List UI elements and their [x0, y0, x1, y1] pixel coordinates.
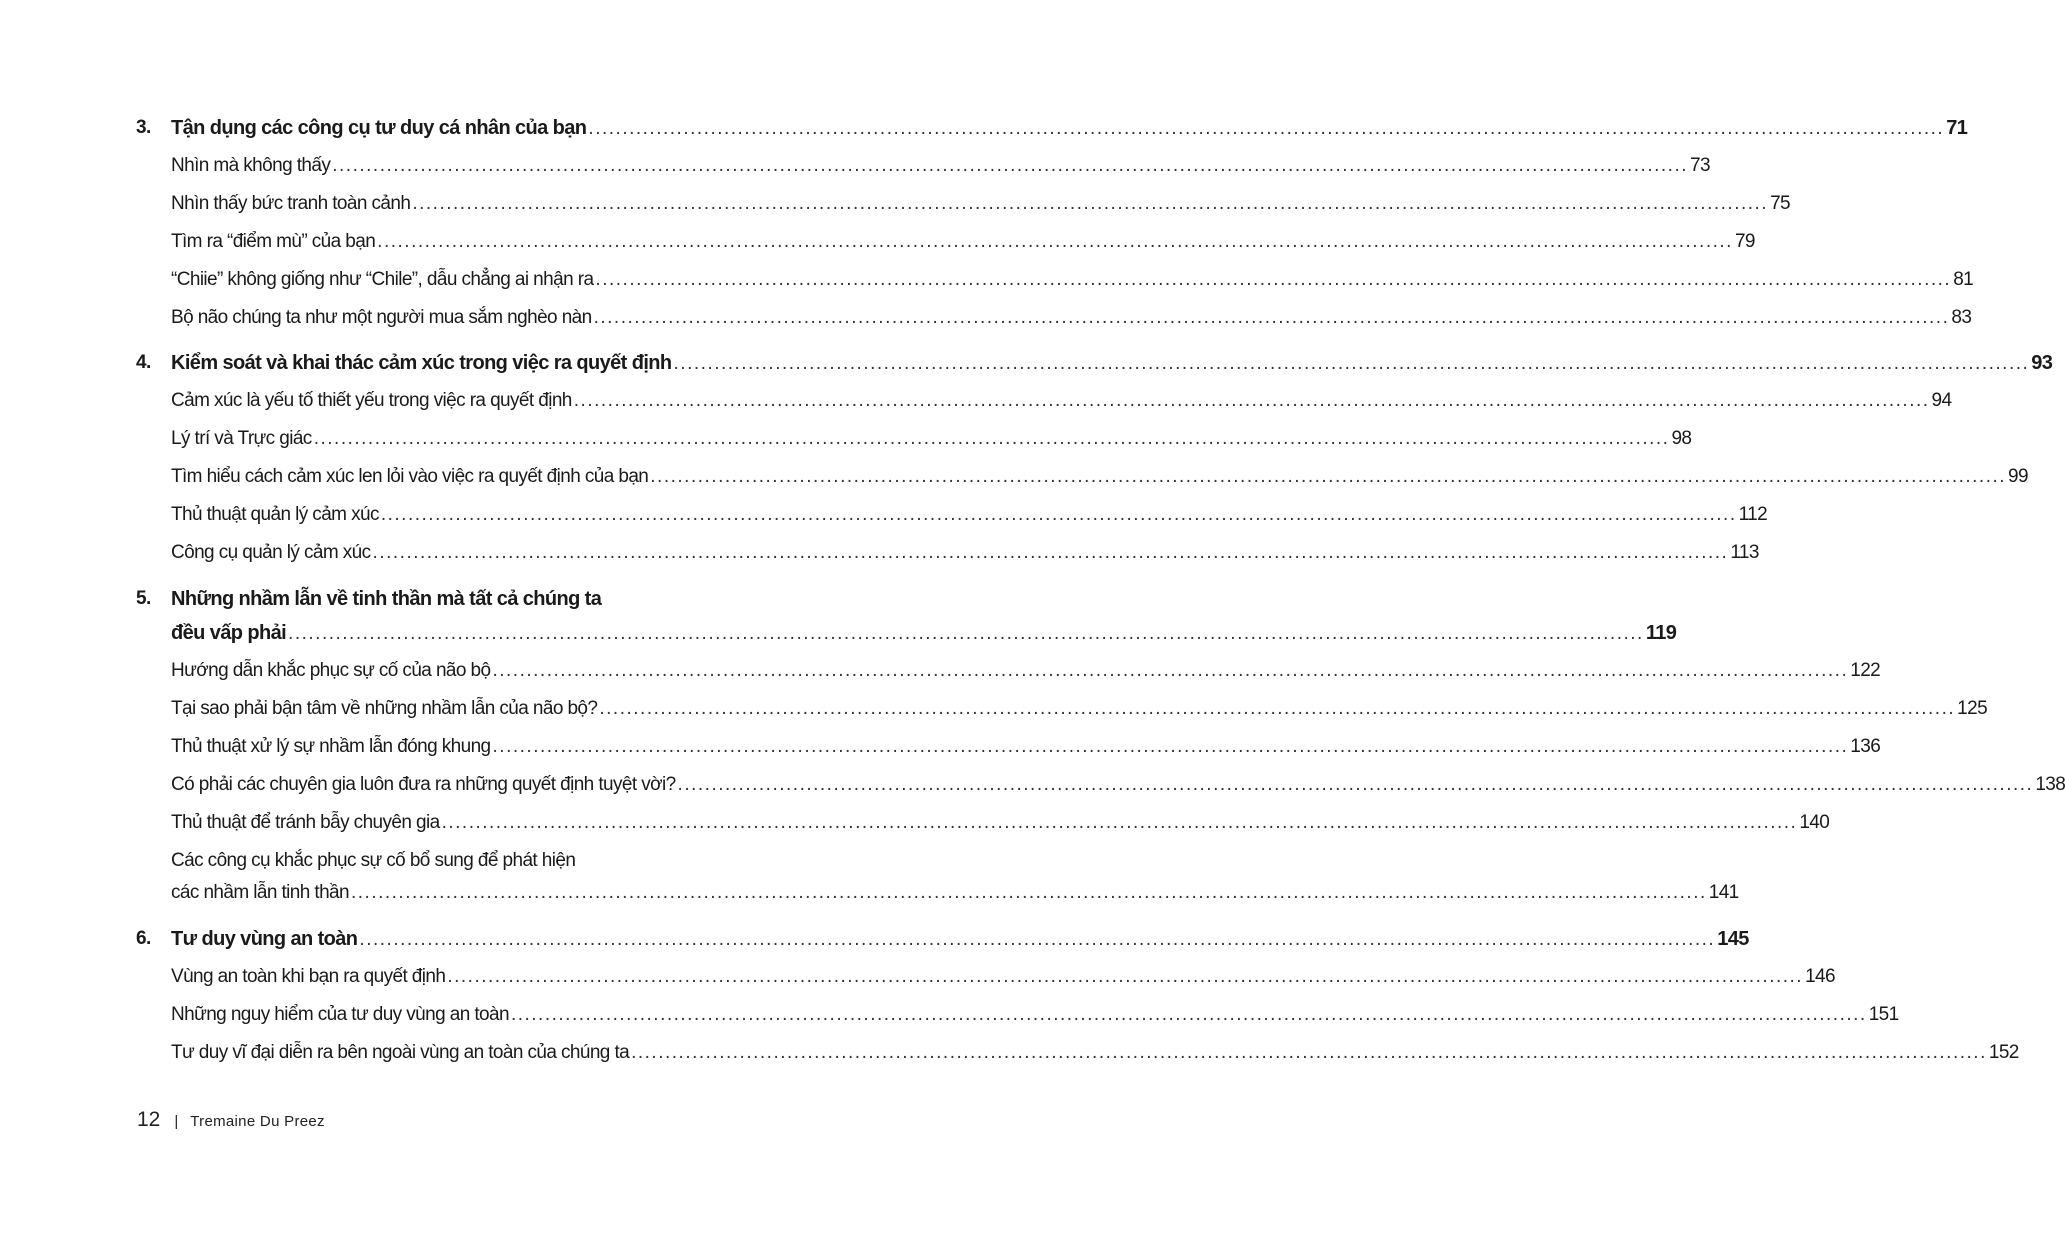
dot-leader: ........................................................................................................................................................................................................ — [510, 1004, 1867, 1025]
page-number: 140 — [1799, 812, 1830, 833]
page-number: 79 — [1734, 231, 1755, 252]
dot-leader: ........................................................................................................................................................................................................ — [492, 736, 1849, 757]
dot-leader: ........................................................................................................................................................................................................ — [380, 504, 1737, 525]
section-title: Nhìn thấy bức tranh toàn cảnh — [171, 193, 411, 214]
dot-leader: ........................................................................................................................................................................................................ — [447, 966, 1804, 987]
toc-chapter-4[interactable] — [136, 352, 2053, 382]
page-number: 145 — [1717, 928, 1749, 950]
chapter-number: 4. — [136, 352, 151, 373]
dot-leader: ........................................................................................................................................................................................................ — [313, 428, 1670, 449]
dot-leader: ........................................................................................................................................................................................................ — [492, 660, 1849, 681]
page-number: 112 — [1738, 504, 1768, 525]
toc-chapter-3[interactable] — [136, 117, 1968, 147]
dot-leader: ........................................................................................................................................................................................................ — [332, 155, 1689, 176]
page-number: 125 — [1957, 698, 1988, 719]
page-number: 81 — [1953, 269, 1974, 290]
toc-section[interactable] — [171, 774, 2065, 804]
page-number: 113 — [1730, 542, 1759, 563]
toc-section-line1[interactable] — [171, 850, 727, 880]
toc-section[interactable] — [171, 882, 1739, 912]
page-number: 151 — [1868, 1004, 1899, 1025]
toc-section[interactable] — [171, 466, 2028, 496]
page-number: 98 — [1671, 428, 1692, 449]
toc-section[interactable] — [171, 269, 1974, 299]
page-number: 119 — [1645, 622, 1677, 644]
section-title: Hướng dẫn khắc phục sự cố của não bộ — [171, 660, 491, 681]
toc-section[interactable] — [171, 428, 1692, 458]
chapter-title: Kiểm soát và khai thác cảm xúc trong việc ra quyết định — [171, 352, 672, 374]
dot-leader: ........................................................................................................................................................................................................ — [631, 1042, 1987, 1063]
toc-section[interactable] — [171, 504, 1768, 534]
footer-page-number: 12 — [137, 1108, 161, 1131]
page-footer — [137, 1108, 325, 1132]
page-number: 136 — [1850, 736, 1881, 757]
section-title: Bộ não chúng ta như một người mua sắm nghèo nàn — [171, 307, 592, 328]
section-title: Tìm hiểu cách cảm xúc len lỏi vào việc ra quyết định của bạn — [171, 466, 649, 487]
section-title: Nhìn mà không thấy — [171, 155, 331, 176]
page-number: 152 — [1988, 1042, 2019, 1063]
toc-chapter-6[interactable] — [136, 928, 1749, 958]
section-title: Thủ thuật quản lý cảm xúc — [171, 504, 379, 525]
section-title: các nhầm lẫn tinh thần — [171, 882, 349, 903]
section-title: Những nguy hiểm của tư duy vùng an toàn — [171, 1004, 509, 1025]
dot-leader: ........................................................................................................................................................................................................ — [595, 269, 1952, 290]
toc-section[interactable] — [171, 307, 1972, 337]
page-number: 94 — [1931, 390, 1952, 411]
dot-leader: ........................................................................................................................................................................................................ — [377, 231, 1733, 252]
toc-section[interactable] — [171, 542, 1759, 572]
dot-leader: ........................................................................................................................................................................................................ — [573, 390, 1930, 411]
toc-chapter-5-line1[interactable] — [136, 588, 727, 618]
page-number: 75 — [1770, 193, 1791, 214]
section-title-line1: Các công cụ khắc phục sự cố bổ sung để phát hiện — [171, 850, 576, 871]
toc-section[interactable] — [171, 155, 1710, 185]
dot-leader: ........................................................................................................................................................................................................ — [593, 307, 1950, 328]
toc-section[interactable] — [171, 1042, 2019, 1072]
page-number: 122 — [1850, 660, 1881, 681]
section-title: Vùng an toàn khi bạn ra quyết định — [171, 966, 446, 987]
section-title: Thủ thuật xử lý sự nhầm lẫn đóng khung — [171, 736, 491, 757]
dot-leader: ........................................................................................................................................................................................................ — [359, 929, 1716, 950]
chapter-title-line1: Những nhầm lẫn về tinh thần mà tất cả chúng ta — [171, 588, 602, 610]
section-title: Có phải các chuyên gia luôn đưa ra những quyết định tuyệt vời? — [171, 774, 676, 795]
footer-author: Tremaine Du Preez — [190, 1113, 325, 1130]
chapter-title: Tư duy vùng an toàn — [171, 928, 358, 950]
toc-section[interactable] — [171, 812, 1830, 842]
page-number: 141 — [1708, 882, 1739, 903]
toc-section[interactable] — [171, 1004, 1899, 1034]
page-number: 71 — [1946, 117, 1968, 139]
dot-leader: ........................................................................................................................................................................................................ — [412, 193, 1769, 214]
page-number: 146 — [1805, 966, 1835, 987]
toc-section[interactable] — [171, 231, 1755, 261]
section-title: Thủ thuật để tránh bẫy chuyên gia — [171, 812, 440, 833]
dot-leader: ........................................................................................................................................................................................................ — [350, 882, 1707, 903]
toc-section[interactable] — [171, 698, 1988, 728]
section-title: Tìm ra “điểm mù” của bạn — [171, 231, 376, 252]
chapter-title: Tận dụng các công cụ tư duy cá nhân của bạn — [171, 117, 587, 139]
toc-section[interactable] — [171, 193, 1791, 223]
dot-leader: ........................................................................................................................................................................................................ — [677, 774, 2034, 795]
footer-separator: | — [174, 1113, 179, 1130]
chapter-number: 3. — [136, 117, 151, 138]
chapter-title: đều vấp phải — [171, 622, 287, 644]
dot-leader: ........................................................................................................................................................................................................ — [599, 698, 1956, 719]
section-title: Công cụ quản lý cảm xúc — [171, 542, 371, 563]
chapter-number: 5. — [136, 588, 151, 609]
section-title: Lý trí và Trực giác — [171, 428, 312, 449]
dot-leader: ........................................................................................................................................................................................................ — [588, 118, 1945, 139]
section-title: Tại sao phải bận tâm về những nhầm lẫn của não bộ? — [171, 698, 598, 719]
toc-section[interactable] — [171, 390, 1952, 420]
page-number: 99 — [2008, 466, 2028, 487]
toc-section[interactable] — [171, 736, 1881, 766]
toc-section[interactable] — [171, 966, 1835, 996]
chapter-number: 6. — [136, 928, 151, 949]
dot-leader: ........................................................................................................................................................................................................ — [372, 542, 1729, 563]
dot-leader: ........................................................................................................................................................................................................ — [441, 812, 1798, 833]
dot-leader: ........................................................................................................................................................................................................ — [650, 466, 2007, 487]
page-number: 138 — [2035, 774, 2065, 795]
section-title: “Chiie” không giống như “Chile”, dẫu chẳng ai nhận ra — [171, 269, 594, 290]
toc-chapter-5[interactable] — [171, 622, 1677, 652]
page-number: 73 — [1690, 155, 1710, 176]
dot-leader: ........................................................................................................................................................................................................ — [673, 353, 2030, 374]
section-title: Tư duy vĩ đại diễn ra bên ngoài vùng an toàn của chúng ta — [171, 1042, 630, 1063]
page-number: 93 — [2031, 352, 2053, 374]
dot-leader: ........................................................................................................................................................................................................ — [288, 623, 1644, 644]
page-number: 83 — [1951, 307, 1972, 328]
toc-section[interactable] — [171, 660, 1881, 690]
section-title: Cảm xúc là yếu tố thiết yếu trong việc ra quyết định — [171, 390, 572, 411]
